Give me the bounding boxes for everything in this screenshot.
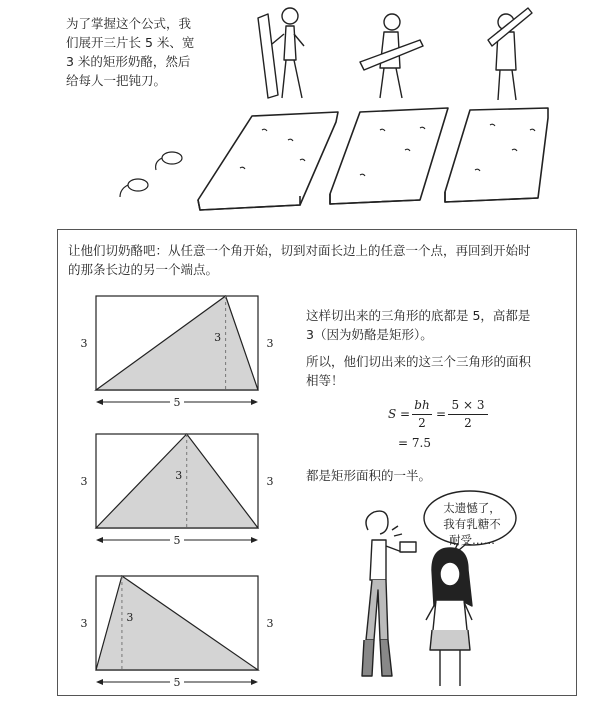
girl-left (362, 511, 416, 676)
explanation-p1 (306, 306, 530, 344)
height-label-inner: 3 (214, 331, 222, 344)
formula-den2: 2 (464, 416, 472, 430)
height-label-right: 3 (266, 475, 274, 488)
formula-result: = 7.5 (398, 436, 431, 450)
height-label-left: 3 (80, 337, 88, 350)
height-label-left: 3 (80, 617, 88, 630)
explanation-line: 这样切出来的三角形的底都是 5，高都是 (306, 308, 531, 323)
arrow-head-right (251, 679, 258, 685)
area-formula (388, 398, 528, 458)
instruction-line: 的那条长边的另一个端点。 (68, 262, 219, 277)
explanation-p2 (306, 352, 531, 390)
explanation-p3: 都是矩形面积的一半。 (306, 468, 432, 483)
height-label-inner: 3 (175, 469, 183, 482)
explanation-line: 相等！ (306, 373, 344, 388)
formula-eq2: = (436, 407, 447, 421)
intro-line: 给每人一把钝刀。 (66, 73, 167, 88)
width-label: 5 (173, 396, 181, 409)
formula-num1: bh (414, 398, 430, 412)
speech-line: 耐受…… (449, 533, 495, 547)
intro-line: 们展开三片长 5 米、宽 (66, 35, 195, 50)
girl-right (426, 548, 472, 686)
width-label: 5 (173, 676, 181, 689)
height-label-left: 3 (80, 475, 88, 488)
intro-line: 3 米的矩形奶酪，然后 (66, 54, 191, 69)
formula-eq: = (400, 407, 411, 421)
arrow-head-right (251, 537, 258, 543)
height-label-inner: 3 (126, 611, 134, 624)
speech-line: 我有乳糖不 (443, 517, 501, 531)
width-label: 5 (173, 534, 181, 547)
intro-line: 为了掌握这个公式，我 (66, 16, 192, 31)
speech-line: 太遗憾了， (443, 501, 501, 515)
height-label-right: 3 (266, 337, 274, 350)
instruction-line: 让他们切奶酪吧：从任意一个角开始，切到对面长边上的任意一个点，再回到开始时 (68, 243, 531, 258)
arrow-head-left (96, 399, 103, 405)
arrow-head-right (251, 399, 258, 405)
explanation-line: 所以，他们切出来的这三个三角形的面积 (306, 354, 532, 369)
arrow-head-left (96, 537, 103, 543)
formula-num2: 5 × 3 (451, 398, 485, 412)
height-label-right: 3 (266, 617, 274, 630)
arrow-head-left (96, 679, 103, 685)
formula-den1: 2 (418, 416, 426, 430)
explanation-line: 3（因为奶酪是矩形）。 (306, 327, 433, 342)
formula-lhs: S (388, 407, 397, 421)
speech-text (432, 500, 512, 548)
